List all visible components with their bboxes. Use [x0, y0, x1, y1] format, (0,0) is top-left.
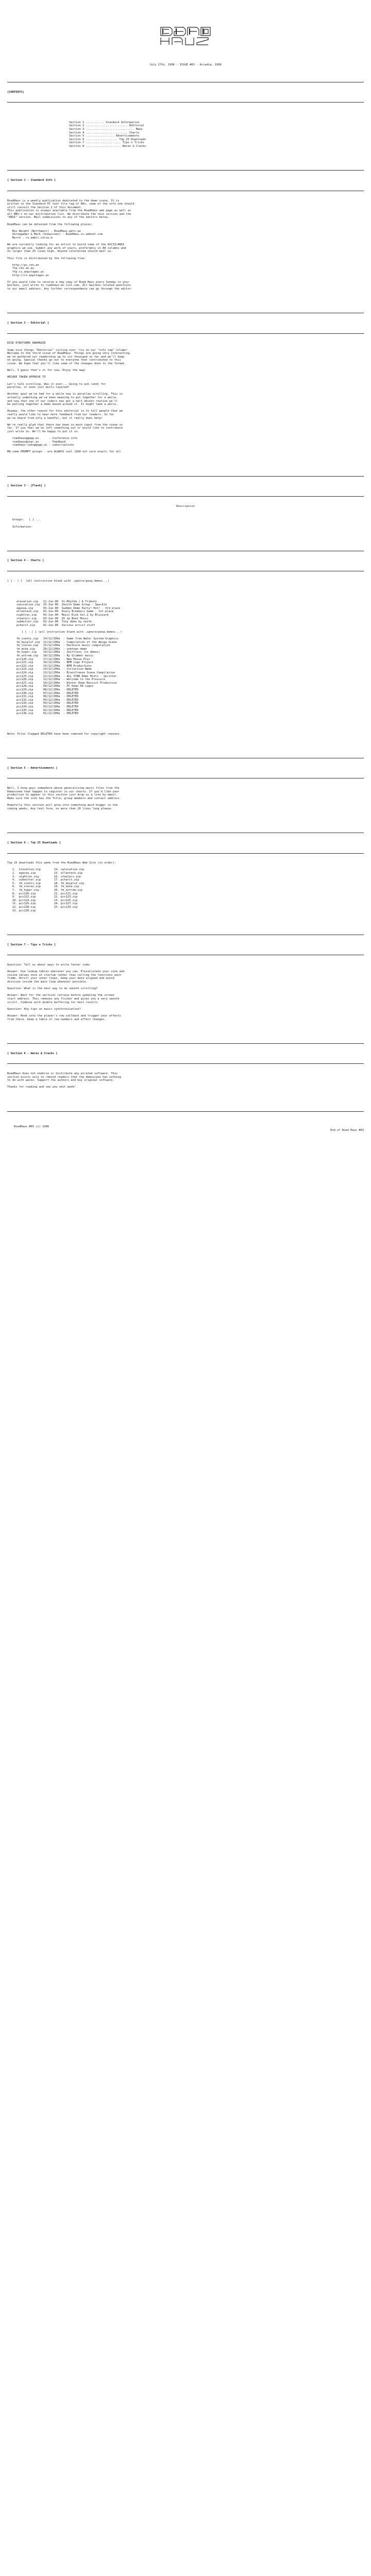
text-line: Anyway, the other reason for this editorial is to tell people that we: [7, 410, 123, 413]
text-line: production to appear in this section just drop us a line by email.: [7, 793, 118, 797]
text-line: parallax, or even just multi-layered?: [7, 386, 70, 389]
text-line: [7, 1082, 364, 1086]
text-line: pcc125.zip 12/12/200a - ALL STAR Demo Hints - Sprinter: [16, 674, 117, 678]
text-line: RoadHaus is a weekly publication dedicated to the demo scene. It is: [7, 199, 120, 202]
text-line: 3. nightrec.zip 16. stealers.zip: [7, 875, 81, 878]
toc-item[interactable]: Section 4 ......................... Charts: [69, 131, 140, 134]
text-line: [7, 372, 364, 376]
text-line: http://ro.anpitages.ac: [7, 274, 49, 277]
text-line: ARCADE TAKEN APPROVE TO: [7, 376, 46, 379]
text-line: [7, 1011, 364, 1014]
text-line: "ANSI" version. Mail submissions to any of the editors below.: [7, 216, 109, 219]
divider: [7, 311, 364, 315]
text-line: Question: Tell us about ways to write faster code.: [7, 963, 91, 967]
text-line: Groups: [ ] ...: [7, 518, 41, 522]
text-line: start address. This removes any flicker and gives you a very smooth: [7, 997, 120, 1001]
text-line: Well, I know guys somewhere above generalising music files from the: [7, 787, 120, 790]
section-1-header: [ Section 1 - Standard Info ]: [7, 178, 56, 182]
text-line: Another goal we've had for a while now is parallax scrolling. This is: [7, 393, 123, 396]
text-line: [7, 865, 364, 869]
toc-item[interactable]: Section 2 ......................... Editorial: [69, 124, 145, 128]
text-line: [7, 345, 364, 349]
text-line: Answer: Hook into the player's row callback and trigger your effects: [7, 1014, 121, 1018]
text-line: Bus Weight (Northwest) - RoadHaus.gets.ue: [7, 229, 81, 233]
issue-line: July 27th, 1996 - ISSUE #03 - Arcadia, 1996: [149, 63, 222, 67]
text-line: pcc134.zip 03/12/200a - DELETED: [16, 705, 79, 708]
text-line: Hopefully this section will grow into something much bigger in the: [7, 804, 118, 807]
table-of-contents: [69, 121, 364, 148]
text-line: section exists only to remind readers that the demoscene has nothing: [7, 1075, 121, 1079]
divider: [7, 1062, 364, 1065]
divider: [7, 831, 364, 835]
toc-item[interactable]: Section 5 ................. Advertisements: [69, 134, 140, 138]
text-line: We are currently looking for an artist to build some of the ASCII/ANSI: [7, 243, 125, 247]
text-line: [7, 967, 364, 971]
divider: [7, 933, 364, 937]
section-8-header: [ Section 8 - Warez & Cracks ]: [7, 1052, 58, 1055]
section-4-subheader: [ ] - [ ] (all instruction blank with .ignore/pesp.demos...): [7, 580, 109, 583]
text-line: Demoscene that happen to register in our charts. If you'd like your: [7, 790, 120, 793]
text-line: [7, 277, 364, 281]
text-line: ellentech.zip 01-Jun-00 Diary Breakers Game - 1st place: [16, 610, 114, 614]
text-line: fm_muspluf.zip 21/12/200a - Compilation of the Amiga Scene: [16, 640, 117, 644]
text-line: [7, 366, 364, 369]
text-line: no larger than 25 lines high. Anyone interested should mail us.: [7, 250, 113, 253]
text-line: 5. fm_ssenti.zip 18. fm_muspluf.zip: [7, 882, 85, 885]
text-line: Some nice things "Editorial" sitting over 'tis on our "info tag" column!: [7, 348, 128, 352]
text-line: from there. Keep a table of row numbers and effect changes.: [7, 1018, 106, 1021]
toc-item[interactable]: Section 6 ................... Top 25 Downloads: [69, 138, 146, 141]
text-line: 8. pcc120.zip 21. pcc121.zip: [7, 892, 78, 895]
text-line: RISE EYNSTORMS KNAMAAZE: [7, 342, 46, 345]
text-line: pcc130.zip 07/12/200a - DELETED: [16, 691, 79, 695]
text-line: Welcome to the third issue of RoadHaus. Things are going very interesting,: [7, 352, 131, 355]
text-line: pcc121.zip 16/12/200a - BPM Logo Project: [16, 661, 94, 665]
text-line: 11. pcc126.zip 24. pcc127.zip: [7, 902, 78, 906]
text-line: fm_stereo.zip 15/12/200a - Hardcore music compilation: [16, 644, 110, 648]
section-3-subheader: Description: [176, 504, 195, 508]
text-line: [7, 253, 364, 257]
text-line: pcc129.zip 08/12/200a - DELETED: [16, 688, 79, 691]
text-line: Top 25 downloads this week from the RoadHaus Web Site (in order):: [7, 861, 116, 865]
text-line: Thanks for reading and see you next week!: [7, 1086, 76, 1089]
text-line: [7, 389, 364, 393]
toc-item[interactable]: Section 3 ............................. News: [69, 128, 143, 131]
text-line: submitter.zip 02-Jun-00 Tiny demo by nosfe: [16, 620, 92, 624]
text-line: [7, 379, 364, 383]
section-3-body: [7, 515, 364, 529]
text-line: to do with warez. Support the authors and buy original software.: [7, 1079, 114, 1082]
text-line: 6. fm_stereo.zip 19. fm_mike.zip: [7, 885, 79, 889]
text-line: pcc132.zip 05/12/200a - DELETED: [16, 698, 79, 702]
text-line: written in the Standard PC text file tag of 80x, some of the info one should: [7, 202, 134, 206]
section-2-body: [7, 342, 364, 454]
text-line: Question: Any tips on music synchronisation?: [7, 1007, 81, 1011]
text-line: Answer: Wait for the vertical retrace before updating the screen: [7, 994, 114, 997]
text-line: Let's talk scrolling. Was it ever... Going to ask (and) for: [7, 382, 106, 386]
divider: [7, 80, 364, 84]
text-line: pcc124.zip 13/12/200a - Brainfreeze Scene Compilation: [16, 671, 115, 675]
text-line: pcc126.zip 11/12/200a - Welcome to the Pressure: [16, 678, 106, 682]
text-line: ftp.ren.an.au: [7, 267, 34, 270]
section-7-header: [ Section 7 - Tips n Tricks ]: [7, 943, 56, 946]
text-line: 12. pcc128.zip 25. pcc129.zip: [7, 906, 78, 909]
text-line: and now that one of our coders has got a half decent routine we'll: [7, 399, 118, 403]
toc-item[interactable]: Section 8 ..................... Warez & Cracks: [69, 145, 146, 148]
section-1-body: [7, 199, 364, 291]
text-line: we've gathered our readership up to six thousand so far and we'll keep: [7, 355, 125, 359]
text-line: Answer: Use lookup tables wherever you can. Precalculate your sine and: [7, 970, 125, 974]
text-line: This publication is always available from the RoadHaus web page as well as: [7, 209, 131, 213]
text-line: [7, 984, 364, 988]
text-line: pcc136.zip 01/12/200a - DELETED: [16, 712, 79, 716]
text-line: pcc131.zip 06/12/200a - DELETED: [16, 695, 79, 699]
section-6-body: [7, 861, 364, 912]
text-line: nightrec.zip 03-Jun-00 Music Disk Vol.2 by Blizzard: [16, 613, 109, 617]
divider: [7, 332, 364, 335]
text-line: [16, 634, 364, 638]
text-line: elevation.zip 11-Jun-00 Vi-Rhythm / A Tribute: [16, 600, 97, 603]
divider: [7, 776, 364, 780]
text-line: [7, 801, 364, 804]
text-line: [7, 240, 364, 244]
text-line: http://ps.ren.an: [7, 263, 39, 267]
text-line: mailbox, just write to roadhaus-at-list.com. All mailbox-related questions: [7, 284, 131, 287]
section-6-header: [ Section 6 - Top 25 Downloads ]: [7, 841, 61, 844]
section-4-header: [ Section 4 - Charts ]: [7, 559, 44, 563]
text-line: saturation.zip 15-Jun-00 Zenith Demo Group - Sparkle: [16, 603, 107, 607]
text-line: frame. Unroll your inner loops, keep your data aligned and avoid: [7, 977, 114, 980]
section-2-header: [ Section 2 - Editorial ]: [7, 321, 49, 325]
text-line: fm_extrem.zip 18/12/200a - By Glimmer music: [16, 654, 94, 658]
text-line: [7, 1004, 364, 1008]
text-line: [7, 433, 364, 437]
divider: [7, 953, 364, 957]
text-line: pcc123.zip 14/12/200a - Collection Name: [16, 668, 92, 671]
divider: [7, 756, 364, 760]
text-line: RoadHaus does not endorse or distribute any pirated software. This: [7, 1072, 118, 1076]
text-line: 2. egasea.zip 15. ellentech.zip: [7, 872, 83, 875]
text-line: scroll. Combine with double buffering for best results.: [7, 1001, 99, 1004]
text-line: [7, 515, 364, 519]
text-line: [16, 627, 364, 631]
toc-item[interactable]: Section 7 ..................... Tips n Tricks: [69, 141, 145, 145]
text-line: [7, 447, 364, 451]
text-line: 7. fm_hyper.zip 20. fm_extrem.zip: [7, 889, 83, 892]
divider: [7, 549, 364, 553]
section-8-body: [7, 1072, 364, 1089]
text-line: pcharit.zip 01-Jun-00 Various artist stuff: [16, 623, 95, 627]
text-line: 13. pcc130.zip: [7, 909, 36, 912]
text-line: really would like to hear more feedback from our readers. So far: [7, 413, 114, 416]
divider: [7, 569, 364, 573]
text-line: We're really glad that there has been so much input from the scene so: [7, 423, 123, 427]
text-line: [7, 522, 364, 526]
text-line: to our email address. Any further correspondence can go through the editor.: [7, 287, 133, 291]
text-line: Question: What is the best way to do smooth scrolling?: [7, 987, 98, 991]
text-line: If you would like to receive a new copy of Road Haus every Sunday in your: [7, 280, 129, 284]
section-5-body: [7, 787, 364, 810]
section-3-header: [ Section 3 - [Flash] ]: [7, 484, 46, 488]
text-line: pcc135.zip 02/12/200a - DELETED: [16, 708, 79, 712]
text-line: egasea.zip 03-Jun-00 Sudden Demo Party! Hot! - 3rd place: [16, 606, 121, 610]
page-footer: [7, 1122, 364, 1135]
text-line: cosine values once at startup rather than calling the functions each: [7, 973, 121, 977]
text-line: fm_mike.zip 20/12/200a - unknown demo: [16, 647, 87, 651]
roadhaus-logo: [159, 18, 212, 54]
footer-right: End of Road Haus #03: [330, 1128, 364, 1132]
text-line: Myrrh - ro.ambil.colse.m: [7, 236, 53, 240]
divider: [7, 168, 364, 172]
text-line: This file is distributed by the following fine:: [7, 257, 86, 260]
text-line: [7, 406, 364, 410]
toc-item[interactable]: Section 1 ........... Standard Information: [69, 121, 140, 124]
toc-header: [CONTENTS]: [7, 90, 24, 94]
text-line: far. If you feel we've left something out or would like to contribute: [7, 427, 123, 430]
text-line: on going. Special thanks go out to everyone that contributed to this: [7, 359, 121, 362]
divider: [7, 189, 364, 193]
text-line: [7, 991, 364, 994]
text-line: pcc120.zip 17/12/200a - New Mouse Plus: [16, 657, 90, 661]
text-line: pcc122.zip 15/12/200a - BPM Productions: [16, 664, 92, 668]
text-line: 9. pcc122.zip 22. pcc123.zip: [7, 895, 78, 899]
text-line: Information:: [7, 525, 32, 529]
text-line: [7, 260, 364, 264]
text-line: 10. pcc124.zip 23. pcc125.zip: [7, 899, 78, 902]
text-line: Vernagamet & Mark (Snowcreat) - RoadHaus.vs.webnet.com: [7, 233, 103, 236]
text-line: we've heard from only a handful, but it really does help!: [7, 416, 103, 420]
text-line: issue. We hope that you'll like some of the changes done to the format.: [7, 362, 126, 365]
section-5-header: [ Section 5 - Advertisements ]: [7, 766, 58, 770]
text-line: just write in. We'll be happy to put it in.: [7, 430, 79, 433]
text-line: pcc133.zip 04/12/200a - DELETED: [16, 702, 79, 705]
text-line: RoadHaus can be obtained from the following places:: [7, 223, 93, 226]
divider: [7, 1110, 364, 1113]
footer-left: RoadHaus #03 (c) 1996: [13, 1125, 49, 1128]
text-line: fm_hyper.zip 19/12/200a - Shirtless (in demos): [16, 651, 100, 654]
text-line: pcc128.zip 09/12/200a - PC Demo 96 Logos: [16, 685, 94, 688]
text-line: [7, 226, 364, 230]
divider: [7, 852, 364, 855]
charts-note: Note: Files flagged DELETED have been removed for copyright reasons.: [7, 732, 121, 736]
divider: [7, 474, 364, 478]
text-line: 1. elevation.zip 14. saturation.zip: [7, 868, 85, 872]
text-line: roadhaus@gapp.ac - Conference info: [7, 437, 78, 440]
text-line: be putting together a demo based around it. It might take a while.: [7, 403, 118, 406]
divider: [7, 495, 364, 498]
divider: [7, 1042, 364, 1045]
newsletter-page: [0, 0, 371, 1146]
charts-list: [16, 600, 364, 716]
text-line: ftp.cs.anpitages.ac: [7, 270, 44, 274]
section-7-body: [7, 963, 364, 1021]
text-line: Make sure the info has the Title, group members and contact address.: [7, 797, 121, 800]
text-line: actually something we've been meaning to put together for a while,: [7, 396, 118, 399]
text-line: 4. submitter.zip 17. pcharit.zip: [7, 878, 79, 882]
text-line: Well, I guess that's it for now, Enjoy the mag!: [7, 369, 86, 372]
text-line: fm_ssenti.zip 14/12/200a - Game from Water System Graphics: [16, 637, 119, 641]
text-line: [7, 420, 364, 423]
text-line: still consult the Section 2 of this document.: [7, 206, 83, 209]
text-line: roadhaus@user.ac - Feedback: [7, 440, 66, 444]
text-line: coming weeks. Any text form, no more than 20 lines long please.: [7, 807, 113, 810]
text-line: division inside the main loop whenever possible.: [7, 980, 88, 984]
text-line: [7, 219, 364, 223]
text-line: [ ] - [ ] (all instruction blank with .ignore/pesp.demos...): [16, 630, 122, 634]
text-line: all BBS's on our distribution list. We distribute the text version and the: [7, 212, 131, 216]
text-line: stealers.zip 03-Jun-00 XX sp Boat Music: [16, 617, 89, 620]
text-line: RN.come PROMPT groups - are ALWAYS cool (UGH not sure exact) for all: [7, 450, 121, 454]
divider: [7, 100, 364, 104]
text-line: roadhaus-subs@gapp.ac - subscriptions: [7, 444, 74, 447]
text-line: graphics we use. Submit any work of yours, preferably in 80 columns and: [7, 246, 126, 250]
text-line: pcc127.zip 10/12/200a - Winter Demo Revisit Production: [16, 681, 117, 685]
